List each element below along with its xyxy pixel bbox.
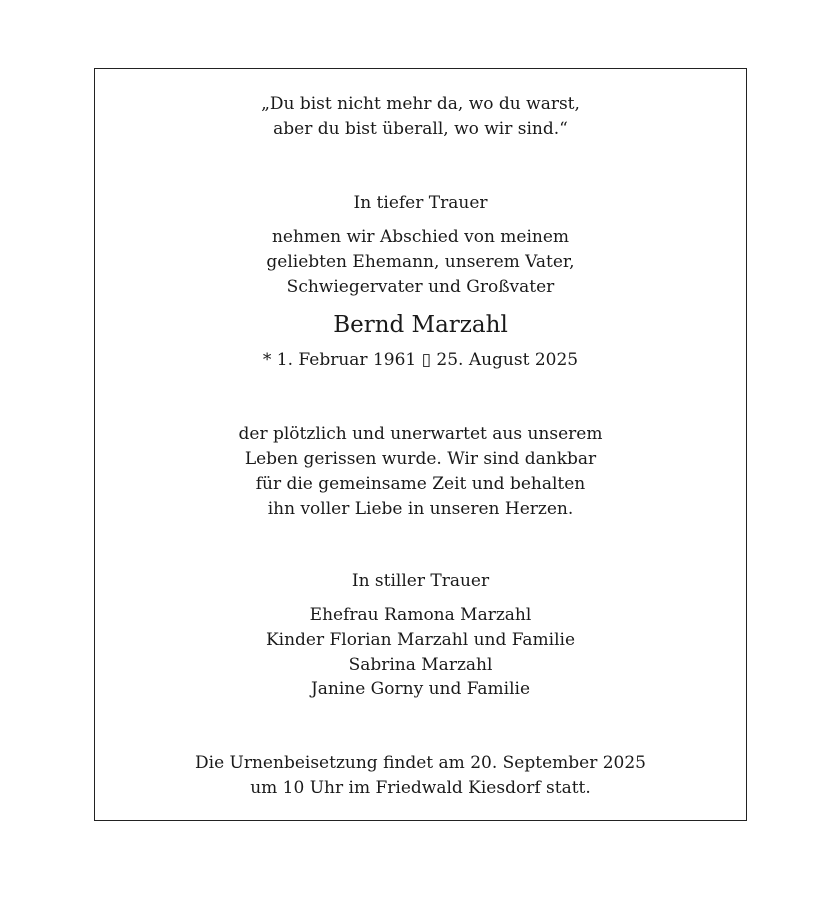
farewell-line-1: nehmen wir Abschied von meinem — [271, 227, 570, 247]
quote-line-1: „Du bist nicht mehr da, wo du warst, — [261, 94, 580, 114]
family-member-3: Sabrina Marzahl — [348, 655, 493, 675]
tribute-line-2: Leben gerissen wurde. Wir sind dankbar — [244, 449, 597, 469]
life-dates: * 1. Februar 1961 ▯ 25. August 2025 — [262, 350, 579, 370]
ceremony-line-1: Die Urnenbeisetzung findet am 20. September 2025 — [195, 753, 646, 773]
tribute-line-4: ihn voller Liebe in unseren Herzen. — [267, 499, 574, 519]
farewell-line-2: geliebten Ehemann, unserem Vater, — [266, 252, 575, 272]
family-member-4: Janine Gorny und Familie — [310, 679, 531, 699]
family-member-1: Ehefrau Ramona Marzahl — [309, 605, 532, 625]
quote-line-2: aber du bist überall, wo wir sind.“ — [273, 119, 568, 139]
deceased-name: Bernd Marzahl — [333, 312, 508, 338]
farewell-line-3: Schwiegervater und Großvater — [286, 277, 555, 297]
tribute-line-1: der plötzlich und unerwartet aus unserem — [238, 424, 603, 444]
obituary-card — [94, 68, 747, 821]
mourning-heading: In tiefer Trauer — [353, 193, 488, 213]
family-member-2: Kinder Florian Marzahl und Familie — [265, 630, 576, 650]
family-heading: In stiller Trauer — [351, 571, 490, 591]
tribute-line-3: für die gemeinsame Zeit und behalten — [255, 474, 586, 494]
ceremony-line-2: um 10 Uhr im Friedwald Kiesdorf statt. — [250, 778, 591, 798]
